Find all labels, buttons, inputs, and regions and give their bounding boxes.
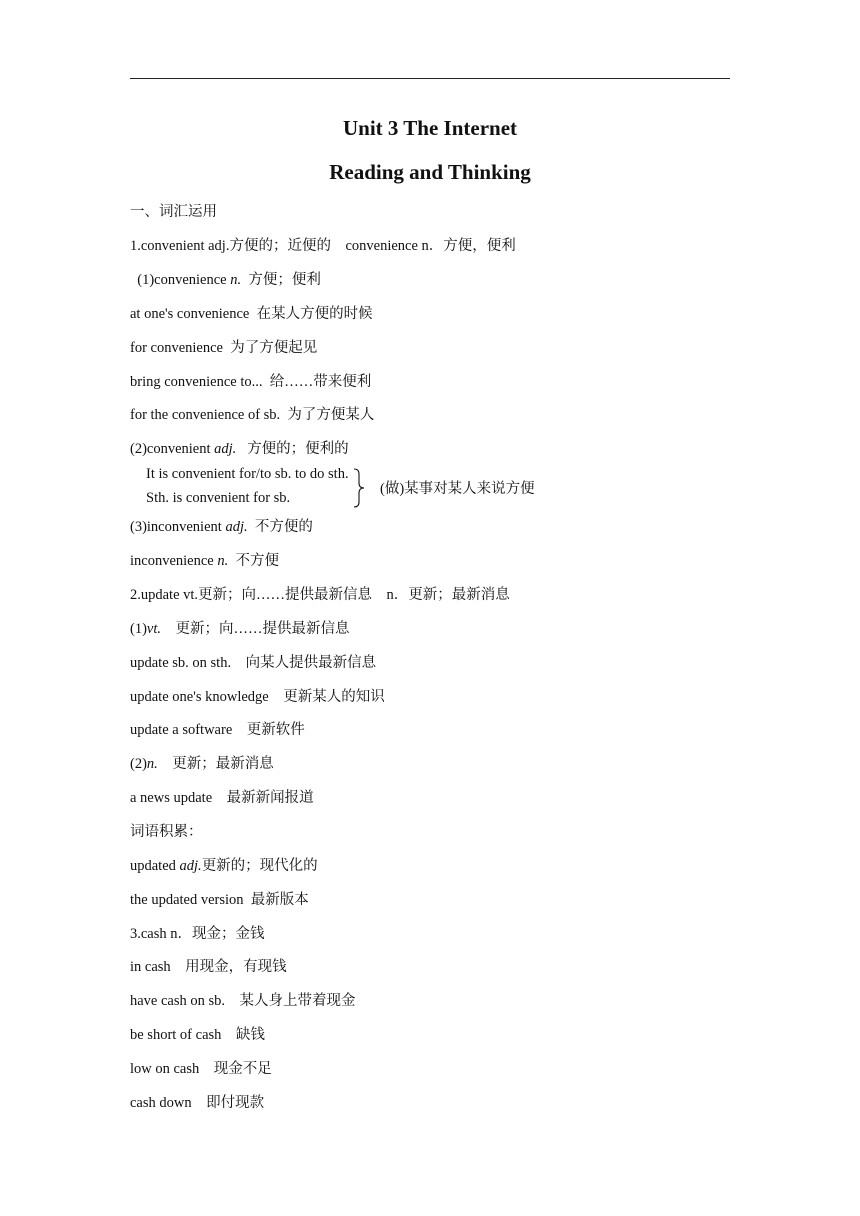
text: 更新；向……提供最新信息 (161, 621, 350, 637)
sub-update-n (130, 755, 274, 773)
section-heading: 一、词汇运用 (130, 204, 217, 220)
text: inconvenience (130, 553, 218, 569)
text: 更新的；现代化的 (201, 858, 318, 874)
text: 更新；最新消息 (157, 756, 274, 772)
phrase-line: low on cash 现金不足 (130, 1061, 272, 1077)
brace-pattern-1: It is convenient for/to sb. to do sth. (146, 466, 349, 482)
pos-label: adj. (179, 858, 202, 874)
sub-inconvenient-adj (130, 518, 313, 536)
sub-inconvenience-n (130, 552, 279, 570)
sub-convenience-n (130, 271, 321, 289)
phrase-line: update one's knowledge 更新某人的知识 (130, 689, 385, 705)
text: (1) (130, 621, 147, 637)
pos-label: adj. (225, 519, 248, 535)
text: (2) (130, 756, 147, 772)
pos-label: vt. (146, 621, 162, 637)
phrase-line: be short of cash 缺钱 (130, 1027, 265, 1043)
pos-label: n. (146, 756, 158, 772)
document-title: Unit 3 The Internet (342, 116, 518, 140)
header-rule (130, 78, 730, 79)
pos-label: adj. (214, 441, 237, 457)
phrase-line: have cash on sb. 某人身上带着现金 (130, 993, 356, 1009)
word-accumulation-heading: 词语积累： (130, 824, 203, 840)
text: 方便的；便利的 (236, 441, 349, 457)
text: 不方便的 (247, 519, 313, 535)
text: (3)inconvenient (130, 519, 226, 535)
entry-cash: 3.cash n．现金；金钱 (130, 926, 265, 942)
brace-meaning: (做)某事对某人来说方便 (380, 481, 535, 497)
text: updated (130, 858, 180, 874)
phrase-line: a news update 最新新闻报道 (130, 790, 314, 806)
document-subtitle: Reading and Thinking (329, 160, 531, 184)
text: 方便；便利 (241, 272, 321, 288)
sub-convenient-adj (130, 440, 349, 458)
phrase-line: at one's convenience 在某人方便的时候 (130, 306, 373, 322)
sub-update-vt (130, 620, 350, 638)
phrase-line: update sb. on sth. 向某人提供最新信息 (130, 655, 377, 671)
phrase-line: for the convenience of sb. 为了方便某人 (130, 407, 375, 423)
right-brace-icon (352, 468, 366, 508)
text: (1)convenience (130, 272, 231, 288)
phrase-line: cash down 即付现款 (130, 1095, 265, 1111)
entry-update: 2.update vt.更新；向……提供最新信息 n．更新；最新消息 (130, 587, 510, 603)
brace-group (146, 466, 566, 510)
phrase-line: in cash 用现金，有现钱 (130, 959, 287, 975)
phrase-line: the updated version 最新版本 (130, 892, 309, 908)
entry-convenient: 1.convenient adj.方便的；近便的 convenience n．方便，便利 (130, 238, 516, 254)
pos-label: n. (230, 272, 242, 288)
brace-pattern-2: Sth. is convenient for sb. (146, 490, 291, 506)
phrase-line: update a software 更新软件 (130, 722, 305, 738)
phrase-line: for convenience 为了方便起见 (130, 340, 318, 356)
text: (2)convenient (130, 441, 215, 457)
sub-updated-adj (130, 857, 318, 875)
text: 不方便 (228, 553, 279, 569)
phrase-line: bring convenience to... 给……带来便利 (130, 374, 372, 390)
pos-label: n. (217, 553, 229, 569)
